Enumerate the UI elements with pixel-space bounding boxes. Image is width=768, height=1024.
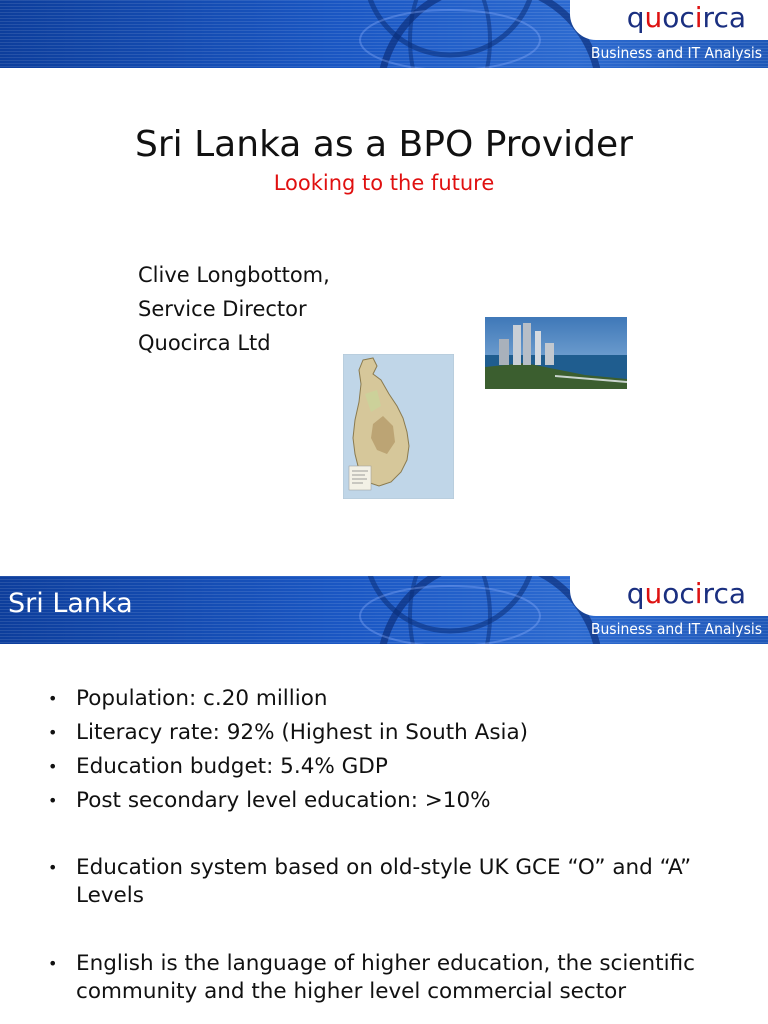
globe-arcs-decoration xyxy=(300,576,600,644)
slide-heading: Sri Lanka xyxy=(8,588,133,619)
logo-tagline: Business and IT Analysis xyxy=(590,44,762,62)
slide-subtitle: Looking to the future xyxy=(273,171,495,195)
author-role: Service Director xyxy=(138,297,307,321)
author-company: Quocirca Ltd xyxy=(138,331,271,355)
bullet-dot: • xyxy=(48,858,58,877)
bullet-dot: • xyxy=(48,723,58,742)
globe-arcs-decoration xyxy=(300,0,600,68)
sri-lanka-map-image xyxy=(343,354,454,499)
content-slide: Sri Lanka quocirca Business and IT Analysis • Population: c.20 million • Literacy rate: 92% (Highest in South Asia) • Education budget: 5.4% GDP • Post secondary level education: >10% • Education system based on old-style UK GCE “O” and “A” Levels • English is the language of higher education, the scientific community and the higher level commercial sector xyxy=(0,576,768,1024)
author-block xyxy=(138,258,330,360)
author-name: Clive Longbottom, xyxy=(138,263,330,287)
quocirca-logo: quocirca xyxy=(626,1,746,34)
bullet-dot: • xyxy=(48,757,58,776)
header-banner xyxy=(0,576,768,644)
bullet-dot: • xyxy=(48,791,58,810)
slide-title: Sri Lanka as a BPO Provider xyxy=(135,124,633,165)
logo-tagline: Business and IT Analysis xyxy=(590,620,762,638)
bullet-dot: • xyxy=(48,954,58,973)
bullet-dot: • xyxy=(48,689,58,708)
logo-panel xyxy=(570,576,768,616)
colombo-city-photo xyxy=(485,317,627,389)
header-banner xyxy=(0,0,768,68)
logo-panel xyxy=(570,0,768,40)
quocirca-logo: quocirca xyxy=(626,577,746,610)
